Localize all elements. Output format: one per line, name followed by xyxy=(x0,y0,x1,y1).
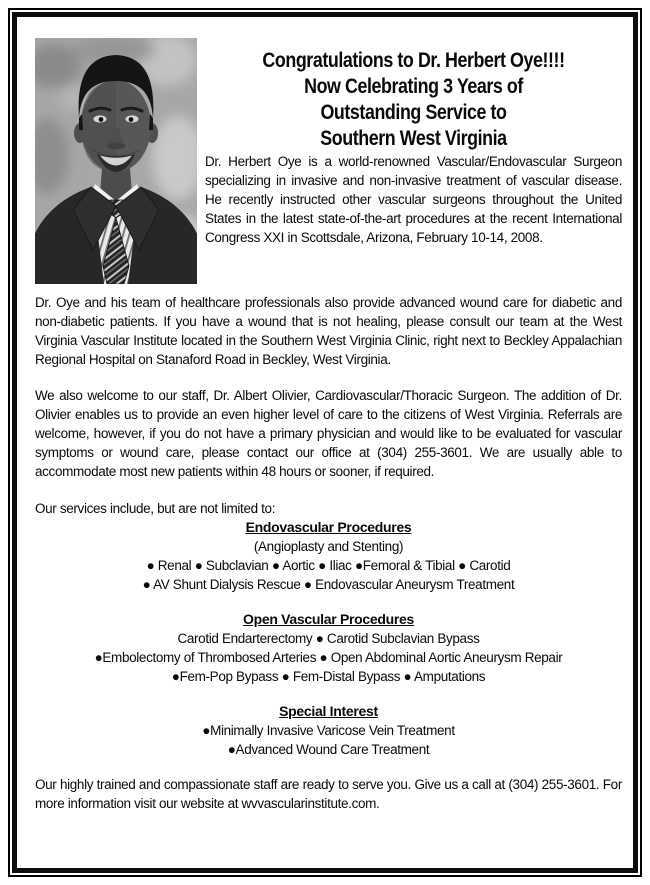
portrait-illustration xyxy=(35,38,197,284)
top-row xyxy=(35,38,622,284)
new-staff-paragraph: We also welcome to our staff, Dr. Albert Olivier, Cardiovascular/Thoracic Surgeon. The addition of Dr. Olivier enables us to provide an even higher level of care to the citizens of West Virginia. Referrals are welcome, however, if you do not have a primary physician and would like to be evaluated for vascular symptoms or wound care, please contact our office at (304) 255-3601. We are usually able to accommodate most new patients within 48 hours or sooner, if required. xyxy=(35,388,622,479)
section-title: Endovascular Procedures xyxy=(245,519,412,535)
heading-line: Outstanding Service to xyxy=(320,101,507,124)
section-special-interest xyxy=(35,702,622,759)
section-line: ●Minimally Invasive Varicose Vein Treatment xyxy=(202,723,455,738)
section-line: Carotid Endarterectomy ● Carotid Subclavian Bypass xyxy=(177,631,480,646)
section-line: ● AV Shunt Dialysis Rescue ● Endovascular Aneurysm Treatment xyxy=(142,577,515,592)
section-title: Open Vascular Procedures xyxy=(243,611,414,627)
section-line: ●Advanced Wound Care Treatment xyxy=(227,742,430,757)
section-line: ●Fem-Pop Bypass ● Fem-Distal Bypass ● Amputations xyxy=(171,669,486,684)
services-intro: Our services include, but are not limited to: xyxy=(35,501,276,516)
inner-border xyxy=(12,12,638,873)
wound-care-paragraph: Dr. Oye and his team of healthcare professionals also provide advanced wound care for diabetic and non-diabetic patients. If you have a wound that is not healing, please consult our team at the West Virginia Vascular Institute located in the Southern West Virginia Clinic, right next to Beckley Appalachian Regional Hospital on Stanaford Road in Beckley, West Virginia. xyxy=(35,295,622,367)
portrait-photo xyxy=(35,38,197,284)
header-column xyxy=(205,38,622,284)
heading-line: Congratulations to Dr. Herbert Oye!!!! xyxy=(262,49,565,72)
section-line: (Angioplasty and Stenting) xyxy=(253,539,404,554)
intro-paragraph: Dr. Herbert Oye is a world-renowned Vascular/Endovascular Surgeon specializing in invasive and non-invasive treatment of vascular disease. He recently instructed other vascular surgeons throughout the United States in the latest state-of-the-art procedures at the recent International Congress XXI in Scottsdale, Arizona, February 10-14, 2008. xyxy=(205,154,622,245)
section-open-vascular-procedures xyxy=(35,610,622,686)
heading-line: Now Celebrating 3 Years of xyxy=(304,75,523,98)
section-endovascular-procedures xyxy=(35,518,622,594)
section-line: ●Embolectomy of Thrombosed Arteries ● Open Abdominal Aortic Aneurysm Repair xyxy=(94,650,563,665)
page-title xyxy=(236,48,590,152)
closing-paragraph: Our highly trained and compassionate staff are ready to serve you. Give us a call at (304) 255-3601. For more information visit our website at wvvascularinstitute.com. xyxy=(35,777,622,811)
outer-border xyxy=(8,8,642,877)
section-line: ● Renal ● Subclavian ● Aortic ● Iliac ●Femoral & Tibial ● Carotid xyxy=(146,558,511,573)
section-title: Special Interest xyxy=(279,703,378,719)
heading-line: Southern West Virginia xyxy=(320,127,507,150)
